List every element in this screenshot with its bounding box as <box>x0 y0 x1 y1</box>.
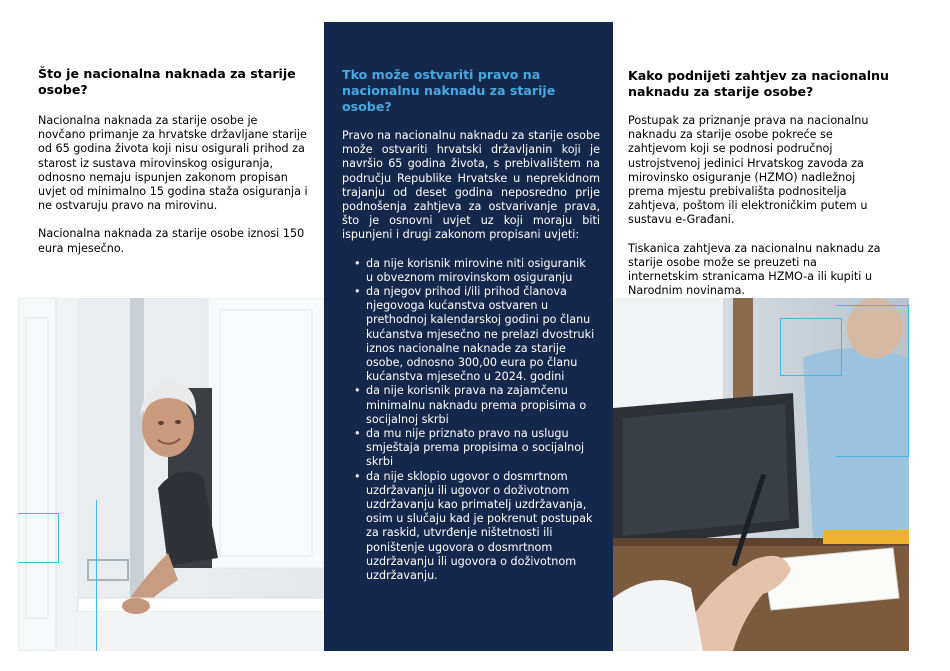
decorative-frame-right-2 <box>836 305 909 457</box>
condition-item: • da njegov prihod i/ili prihod članova njegovoga kućanstva ostvaren u prethodnoj kalendarskoj godini po članu kućanstva mjesečno ne prelazi dvostruki iznos nacionalne naknade za starije osobe, odnosno 300,00 eura po članu kućanstva mjesečno u 2024. godini <box>342 285 596 384</box>
middle-intro-paragraph: Pravo na nacionalnu naknadu za starije osobe može ostvariti hrvatski državljanin koji je navršio 65 godina života, s prebivalištem na području Republike Hrvatske u neprekidnom trajanju od deset godina neposredno prije podnošenja zahtjeva za ostvarivanje prava, što je osnovni uvjet uz koji moraju biti ispunjeni i drugi zakonom propisani uvjeti: <box>342 129 600 242</box>
left-paragraph-2: Nacionalna naknada za starije osobe iznosi 150 eura mjesečno. <box>38 227 305 255</box>
right-text-block <box>628 68 890 298</box>
left-text-block <box>38 66 308 256</box>
decorative-line-left-2 <box>96 500 97 651</box>
elderly-woman-photo <box>18 298 324 651</box>
condition-item: • da nije sklopio ugovor o dosmrtnom uzdržavanju ili ugovor o doživotnom uzdržavanju kao primatelj uzdržavanja, osim u slučaju kad je pokrenut postupak za raskid, utvrđenje ništetnosti ili poništenje ugovora o dosmrtnom uzdržavanju ili ugovora o doživotnom uzdržavanju. <box>342 470 596 584</box>
decorative-frame-right-1 <box>780 318 842 376</box>
left-paragraph-1: Nacionalna naknada za starije osobe je novčano primanje za hrvatske državljane starije od 65 godina života koji nisu osigurali prihod za starost iz sustava mirovinskog osiguranja, odnosno nemaju ispunjen zakonom propisan uvjet od minimalno 15 godina staža osiguranja i ne ostvaruju pravo na mirovinu. <box>38 114 308 213</box>
middle-heading: Tko može ostvariti pravo na nacionalnu naknadu za starije osobe? <box>342 67 556 114</box>
right-heading: Kako podnijeti zahtjev za nacionalnu naknadu za starije osobe? <box>628 68 889 99</box>
right-paragraph-2: Tiskanica zahtjeva za nacionalnu naknadu za starije osobe može se preuzeti na internetskim stranicama HZMO-a ili kupiti u Narodnim novinama. <box>628 241 881 298</box>
elderly-woman-illustration <box>18 298 324 651</box>
condition-item: • da mu nije priznato pravo na uslugu smještaja prema propisima o socijalnoj skrbi <box>342 427 596 470</box>
condition-item: • da nije korisnik mirovine niti osiguranik u obveznom mirovinskom osiguranju <box>342 257 596 285</box>
decorative-line-left-1 <box>18 513 59 563</box>
middle-column-panel <box>324 22 613 651</box>
condition-item: • da nije korisnik prava na zajamčenu minimalnu naknadu prema propisima o socijalnoj skrbi <box>342 384 596 427</box>
right-paragraph-1: Postupak za priznanje prava na nacionalnu naknadu za starije osobe pokreće se zahtjevom koji se podnosi područnoj ustrojstvenoj jedinici Hrvatskog zavoda za mirovinsko osiguranje (HZMO) nadležnoj prema mjestu prebivališta podnositelja zahtjeva, poštom ili elektroničkim putem u sustavu e-Građani. <box>628 114 869 227</box>
conditions-list <box>342 257 600 584</box>
left-heading: Što je nacionalna naknada za starije osobe? <box>38 66 296 97</box>
middle-text-block <box>342 67 600 583</box>
